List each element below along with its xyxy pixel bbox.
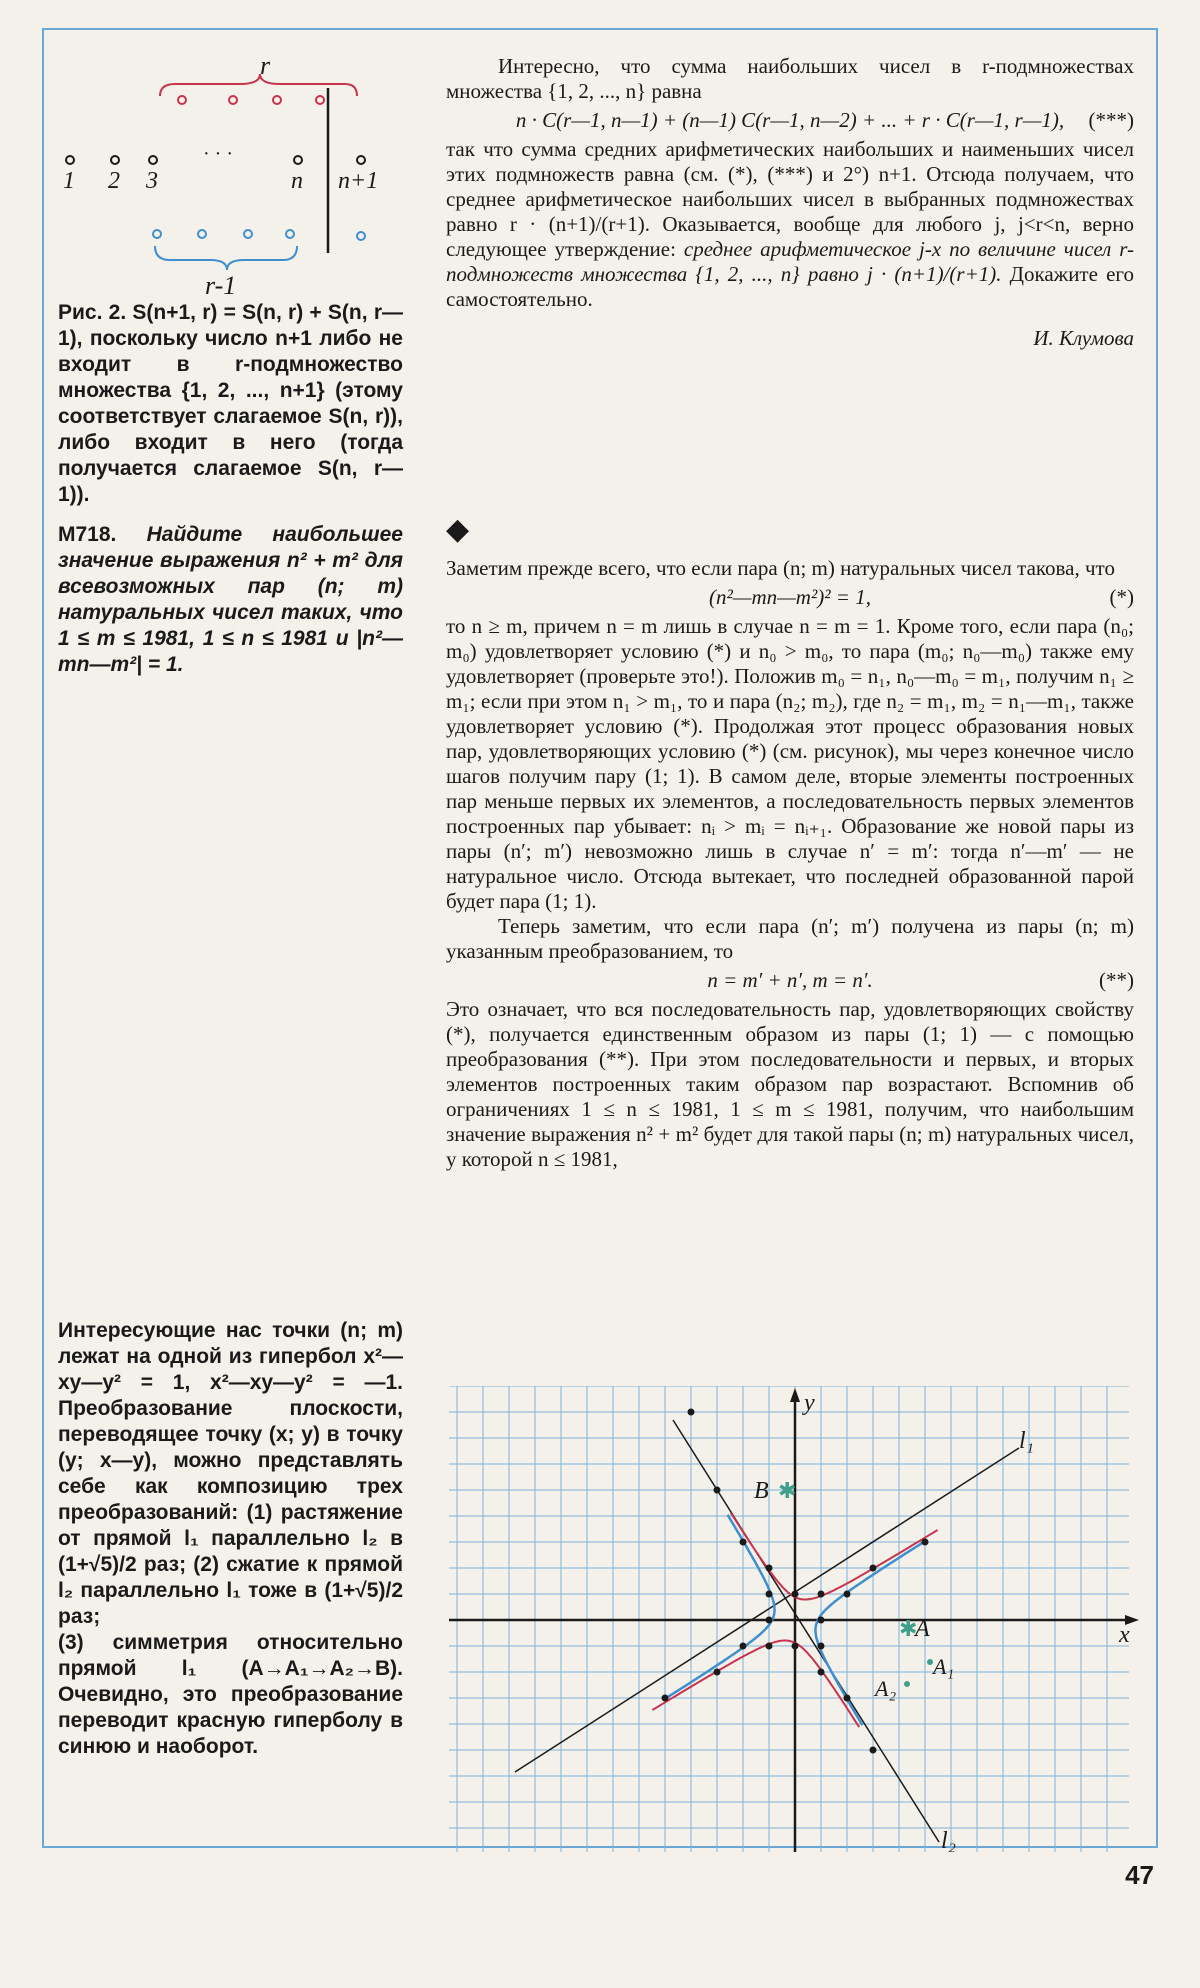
red-hyperbola-upper <box>731 1513 938 1600</box>
right-column-solution <box>446 556 1134 1172</box>
y-axis-label: y <box>804 1390 815 1416</box>
lattice-point <box>714 1669 721 1676</box>
line-l2-label: l₂ <box>941 1828 957 1852</box>
lattice-point <box>766 1643 773 1650</box>
para-conclusion: Это означает, что вся последовательность пар, удовлетворяющих свойству (*), получается единственным образом из пары (1; 1) — с помощью преобразования (**). При этом последовательности и первых, и вторых элементов построенных таким образом пар возрастают. Вспомнив об ограничениях 1 ≤ n ≤ 1981, 1 ≤ m ≤ 1981, получим, что наибольшим значение выражения n² + m² будет для такой пары (n; m) натуральных чисел, у которой n ≤ 1981, <box>446 997 1134 1171</box>
lattice-point <box>818 1669 825 1676</box>
lattice-point <box>766 1565 773 1572</box>
lattice-point <box>844 1695 851 1702</box>
formula-triple-star-body: n · C(r—1, n—1) + (n—1) C(r—1, n—2) + ... + r · C(r—1, r—1), <box>515 108 1065 132</box>
line-l1-label: l₁ <box>1019 1428 1035 1454</box>
bottom-blue-circles <box>153 230 365 240</box>
para-inverse: Теперь заметим, что если пара (n′; m′) получена из пары (n; m) указанным преобразованием, то <box>446 914 1134 963</box>
page-number: 47 <box>1125 1860 1154 1890</box>
top-red-circles <box>178 96 324 104</box>
formula-star <box>446 585 1134 610</box>
para-sum-intro: Интересно, что сумма наибольших чисел в r-подмножествах множества {1, 2, ..., n} равна <box>446 54 1134 103</box>
num-n: n <box>291 168 303 194</box>
para-descent: то n ≥ m, причем n = m лишь в случае n = m = 1. Кроме того, если пара (n₀; m₀) удовлетворяет условию (*) и n₀ > m₀, то пара (m₀; n₀—m₀) также ему удовлетворяет (проверьте это!). Положив m₀ = n₁, n₀—m₀ = m₁, получим n₁ ≥ m₁; если при этом n₁ > m₁, то и пара (n₂; m₂), где n₂ = m₁, m₂ = n₁—m₁, также удовлетворяет условию (*). Продолжая этот процесс образования новых пар, удовлетворяющих условию (*) (см. рисунок), мы через конечное число шагов получим пару (1; 1). В самом деле, вторые элементы построенных пар меньше первых их элементов, а последовательность первых элементов построенных пар убывает: nᵢ > mᵢ = nᵢ₊₁. Образование же новой пары из пары (n′; m′) невозможно лишь в случае n′ = m′: тогда n′—m′ — не натуральное число. Отсюда вытекает, что последней образованной парой будет пара (1; 1). <box>446 614 1134 913</box>
figure-caption: Рис. 2. S(n+1, r) = S(n, r) + S(n, r—1), поскольку число n+1 либо не входит в r-подмножество множества {1, 2, ..., n+1} (этому соответствует слагаемое S(n, r)), либо входит в него (тогда получается слагаемое S(n, r—1)). <box>58 301 403 506</box>
problem-id: M718. <box>58 523 117 546</box>
diagram-label-r-1: r-1 <box>205 271 237 298</box>
point-A1-label: A₁ <box>933 1654 955 1679</box>
point-A2-dot <box>904 1681 910 1687</box>
right-column-upper <box>446 54 1134 351</box>
problem-statement <box>58 522 403 678</box>
num-n-plus-1: n+1 <box>338 168 379 194</box>
lattice-point <box>688 1409 695 1416</box>
figure-note-part1: Интересующие нас точки (n; m) лежат на одной из гипербол x²—xy—y² = 1, x²—xy—y² = —1. Преобразование плоскости, переводящее точку (x; y) в точку (y; x—y), можно представлять себе как композицию трех преобразований: (1) растяжение от прямой l₁ параллельно l₂ в (1+√5)/2 раз; (2) сжатие к прямой l₂ параллельно l₁ тоже в (1+√5)/2 раз; <box>58 1319 403 1628</box>
num-2: 2 <box>108 168 120 194</box>
formula-double-star <box>446 968 1134 993</box>
num-3: 3 <box>146 168 158 194</box>
dots: · · · <box>203 143 233 165</box>
lattice-point <box>792 1643 799 1650</box>
figure-note-part2: (3) симметрия относительно прямой l₁ (A→A₁→A₂→B). Очевидно, это преобразование переводит красную гиперболу в синюю и наоборот. <box>58 1631 403 1758</box>
lattice-point <box>818 1643 825 1650</box>
lattice-point <box>766 1591 773 1598</box>
point-B-marker: ✱ <box>778 1478 797 1503</box>
point-A-label: A <box>915 1616 930 1642</box>
para-pair-intro: Заметим прежде всего, что если пара (n; m) натуральных чисел такова, что <box>446 556 1115 580</box>
problem-text: Найдите наибольшее значение выражения n² + m² для всевозможных пар (n; m) натуральных чисел таких, что 1 ≤ m ≤ 1981, 1 ≤ n ≤ 1981 и |n²—mn—m²| = 1. <box>58 523 403 676</box>
lattice-point <box>818 1617 825 1624</box>
formula-double-star-tag: (**) <box>1099 968 1134 992</box>
lattice-point <box>740 1539 747 1546</box>
point-A2-label: A₂ <box>875 1676 897 1701</box>
formula-triple-star-tag: (***) <box>1088 108 1134 132</box>
lattice-point <box>818 1591 825 1598</box>
para-average-end: Докажите его самостоятельно. <box>446 262 1134 311</box>
y-axis-arrow <box>790 1388 800 1402</box>
lattice-point <box>922 1539 929 1546</box>
diagram-label-r: r <box>260 51 271 80</box>
section-diamond: ◆ <box>446 513 470 546</box>
lattice-point <box>870 1565 877 1572</box>
author-signature: И. Клумова <box>1033 326 1134 350</box>
lattice-point <box>740 1643 747 1650</box>
para-average-text: так что сумма средних арифметических наибольших и наименьших чисел этих подмножеств равна (см. (*), (***) и 2°) n+1. Отсюда получаем, что среднее арифметическое наибольших чисел в выбранных подмножествах равно r · (n+1)/(r+1). Оказывается, вообще для любого j, j<r<n, верно следующее утверждение: <box>446 137 1134 261</box>
formula-star-body: (n²—mn—m²)² = 1, <box>709 585 871 609</box>
lattice-point <box>844 1591 851 1598</box>
lattice-point <box>662 1695 669 1702</box>
left-column-note <box>58 1318 403 1760</box>
lattice-point <box>766 1617 773 1624</box>
para-average <box>446 137 1134 312</box>
lattice-point <box>792 1591 799 1598</box>
bottom-brace <box>155 246 297 270</box>
formula-star-tag: (*) <box>1109 585 1134 609</box>
lattice-point <box>714 1487 721 1494</box>
formula-triple-star <box>446 108 1134 133</box>
point-A-marker: ✱ <box>899 1616 918 1641</box>
num-1: 1 <box>63 168 75 194</box>
x-axis-label: x <box>1119 1622 1130 1648</box>
hyperbola-graph <box>449 1386 1139 1852</box>
subset-diagram <box>55 48 405 298</box>
lattice-point <box>870 1747 877 1754</box>
red-hyperbola-lower <box>652 1641 859 1728</box>
left-column-top <box>58 300 403 678</box>
formula-double-star-body: n = m′ + n′, m = n′. <box>707 968 873 992</box>
para-average-claim: среднее арифметическое j-х по величине чисел r-подмножеств множества {1, 2, ..., n} равно j · (n+1)/(r+1). <box>446 237 1135 286</box>
point-B-label: B <box>754 1478 769 1504</box>
